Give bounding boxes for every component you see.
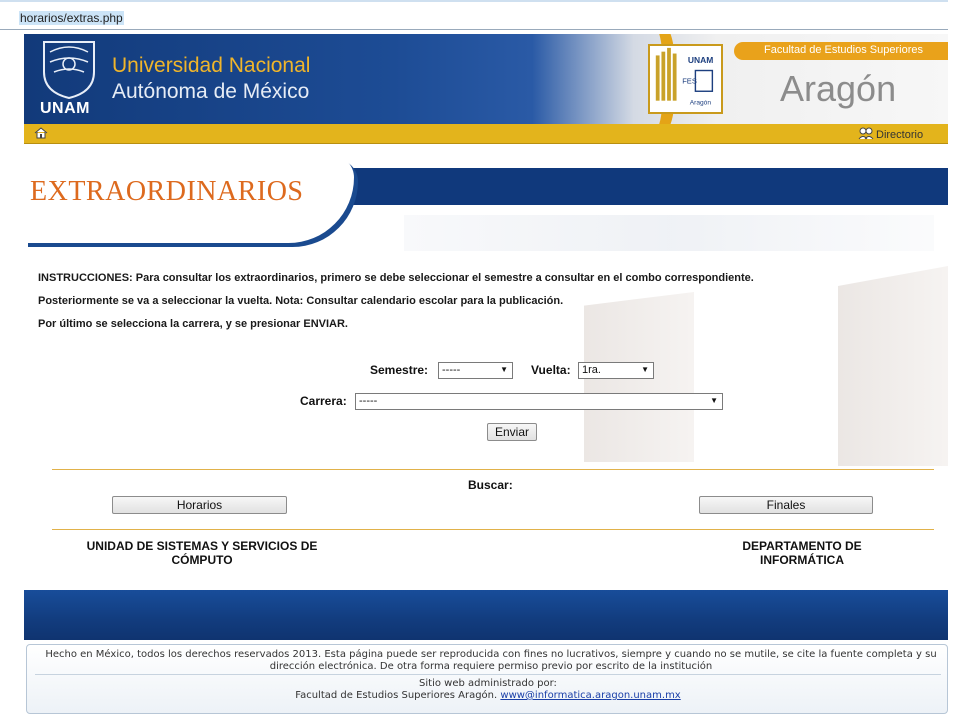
- directory-icon[interactable]: [858, 126, 874, 140]
- buscar-label: Buscar:: [468, 478, 513, 492]
- carrera-label: Carrera:: [300, 394, 347, 408]
- home-icon[interactable]: [34, 127, 48, 139]
- semestre-selected-value: -----: [442, 364, 461, 376]
- admin-line: Sitio web administrado por:: [419, 678, 557, 689]
- banner-blue-stripe: [324, 168, 948, 205]
- enviar-button[interactable]: Enviar: [487, 423, 537, 441]
- fes-label: Facultad de Estudios Superiores: [764, 44, 923, 56]
- unam-shield-icon: [38, 38, 100, 100]
- main-content: [24, 262, 948, 590]
- unam-wordmark: UNAM: [40, 100, 90, 117]
- carrera-select[interactable]: [355, 393, 723, 410]
- fes-logo-aragon: Aragón: [689, 99, 712, 107]
- fes-band: [734, 42, 948, 60]
- finales-button[interactable]: Finales: [699, 496, 873, 514]
- vuelta-selected-value: 1ra.: [582, 364, 601, 376]
- footer-blue-bar: [24, 590, 948, 640]
- legal-notice: Hecho en México, todos los derechos reservados 2013. Esta página puede ser reproducida con fines no lucrativos, siempre y cuando no se mutile, se cite la fuente completa y su dirección electrónica. De otra forma requiere permiso previo por escrito de la institución: [45, 649, 937, 672]
- carrera-selected-value: -----: [359, 395, 378, 407]
- banner-fade: [404, 215, 934, 251]
- chevron-down-icon: ▼: [500, 365, 508, 374]
- site-header: [24, 34, 948, 124]
- footer-separator: [35, 674, 941, 675]
- university-name-line1: Universidad Nacional: [112, 54, 311, 77]
- instruction-line-1: INSTRUCCIONES: Para consultar los extraordinarios, primero se debe seleccionar el semestre a consultar en el combo correspondiente.: [38, 272, 754, 284]
- directory-link[interactable]: Directorio: [876, 129, 924, 141]
- legal-footer: [26, 644, 948, 714]
- department-right: DEPARTAMENTO DE INFORMÁTICA: [742, 539, 862, 567]
- chevron-down-icon: ▼: [710, 396, 718, 405]
- instruction-line-3: Por último se selecciona la carrera, y se presionar ENVIAR.: [38, 318, 348, 330]
- fes-logo-unam: UNAM: [687, 54, 714, 65]
- admin-email-link[interactable]: www@informatica.aragon.unam.mx: [500, 690, 681, 701]
- vuelta-select[interactable]: [578, 362, 654, 379]
- campus-name: Aragón: [780, 68, 897, 109]
- university-name-line2: Autónoma de México: [112, 80, 310, 103]
- url-text[interactable]: horarios/extras.php: [20, 11, 123, 25]
- admin-org-line: [27, 690, 949, 701]
- address-bar[interactable]: [0, 0, 948, 30]
- title-banner: [24, 145, 948, 260]
- nav-bar: [24, 124, 948, 144]
- semestre-select[interactable]: [438, 362, 513, 379]
- vuelta-label: Vuelta:: [531, 363, 571, 377]
- divider-bottom: [52, 529, 934, 530]
- admin-org: Facultad de Estudios Superiores Aragón.: [295, 690, 498, 701]
- fes-logo-fes: FES: [682, 76, 697, 86]
- fes-aragon-logo: [648, 44, 723, 114]
- divider-top: [52, 469, 934, 470]
- page-title: EXTRAORDINARIOS: [30, 176, 304, 207]
- background-building-right: [838, 266, 948, 466]
- department-left: UNIDAD DE SISTEMAS Y SERVICIOS DE CÓMPUTO: [86, 539, 318, 567]
- chevron-down-icon: ▼: [641, 365, 649, 374]
- horarios-button[interactable]: Horarios: [112, 496, 287, 514]
- semestre-label: Semestre:: [370, 363, 429, 377]
- instruction-line-2: Posteriormente se va a seleccionar la vuelta. Nota: Consultar calendario escolar para la publicación.: [38, 295, 564, 307]
